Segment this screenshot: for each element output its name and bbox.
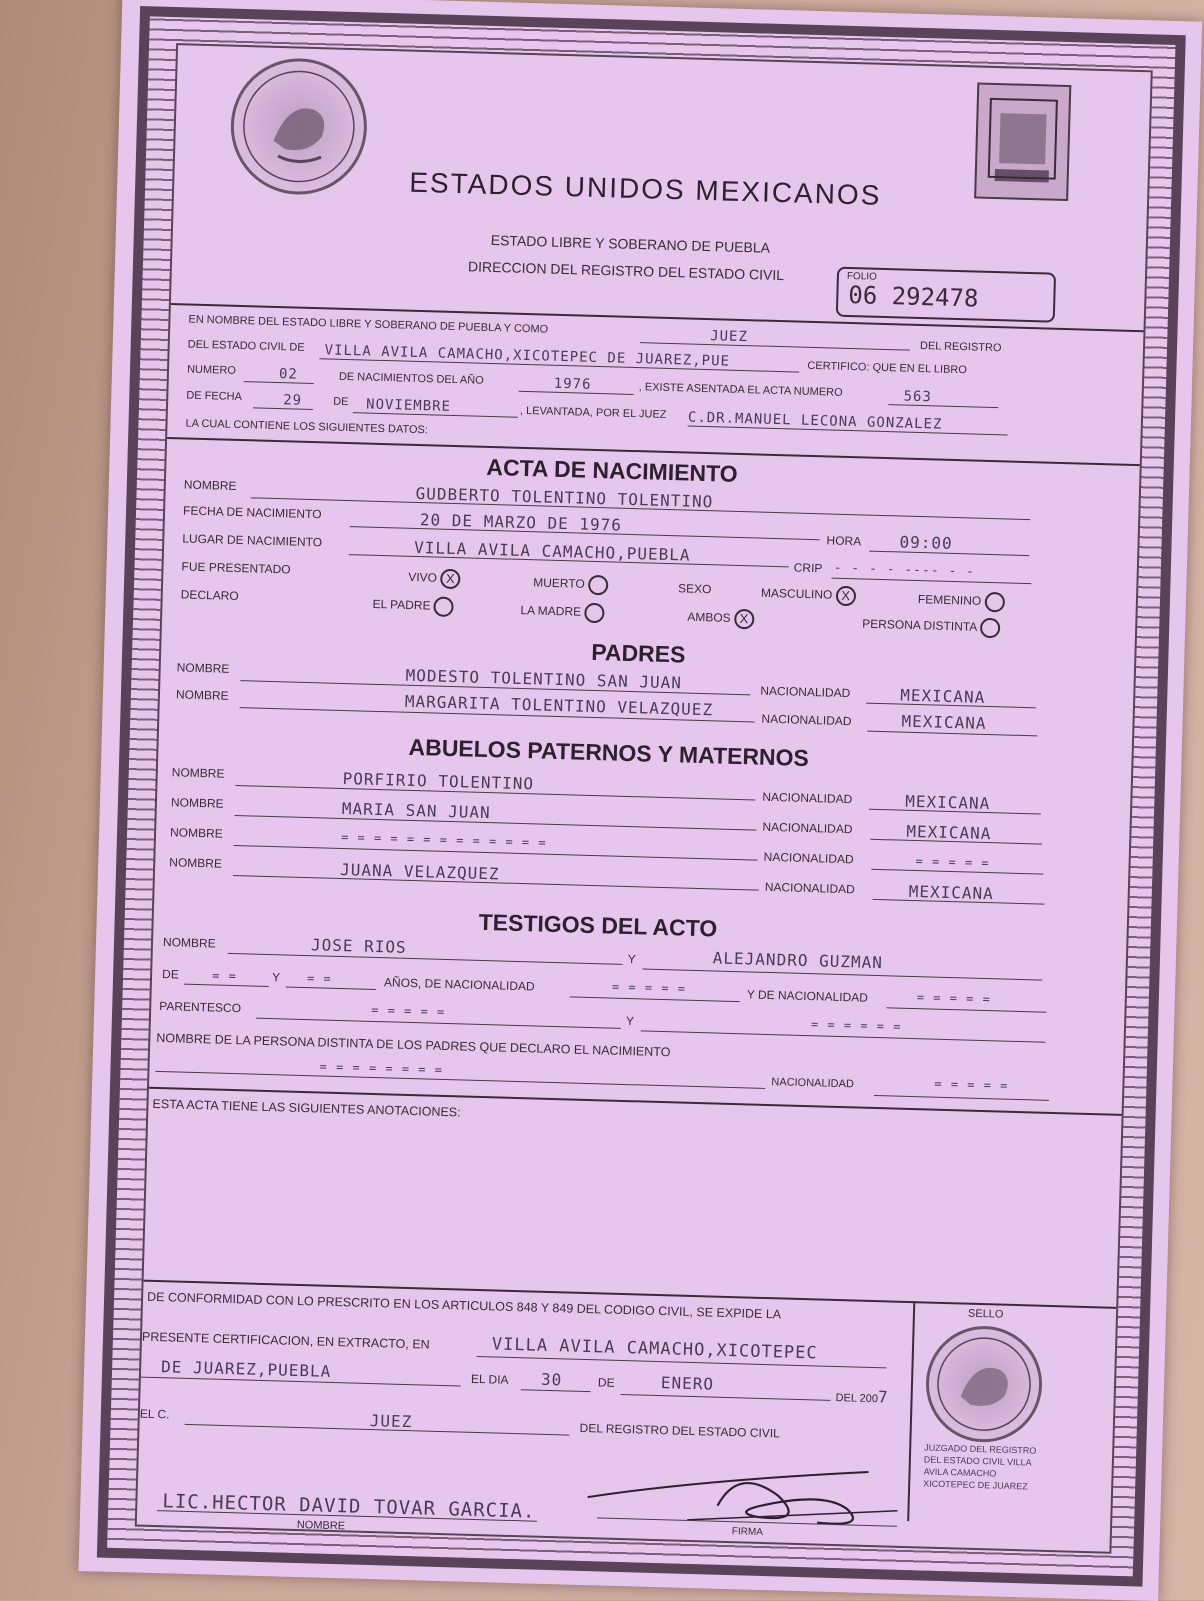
- birth-date-label: FECHA DE NACIMIENTO: [182, 503, 322, 522]
- crip-value: - - - - ---- - -: [833, 560, 976, 580]
- madre-checkbox: [584, 603, 605, 624]
- birth-time-label: HORA: [826, 533, 862, 549]
- national-seal-icon: [229, 57, 369, 197]
- grandparents-heading: ABUELOS PATERNOS Y MATERNOS: [408, 733, 810, 772]
- intro-text-1b: DEL REGISTRO: [919, 339, 1002, 355]
- ambos-checkbox: X: [734, 609, 755, 630]
- annotations-label: ESTA ACTA TIENE LAS SIGUIENTES ANOTACIONES:: [152, 1096, 461, 1120]
- grandparent-4-name: JUANA VELAZQUEZ: [339, 859, 500, 884]
- other-declarant-nationality-label: NACIONALIDAD: [771, 1076, 855, 1091]
- registry-subtitle: DIRECCION DEL REGISTRO DEL ESTADO CIVIL: [467, 258, 785, 284]
- intro-text-2b: CERTIFICO: QUE EN EL LIBRO: [807, 359, 968, 377]
- femenino-label: FEMENINO: [917, 592, 982, 608]
- judge-name: C.DR.MANUEL LECONA GONZALEZ: [687, 409, 943, 433]
- mother-nationality: MEXICANA: [901, 711, 987, 733]
- grandparent-2-name: MARIA SAN JUAN: [341, 799, 491, 823]
- father-nationality: MEXICANA: [899, 685, 986, 707]
- vivo-label: VIVO: [408, 569, 438, 585]
- registration-year: 1976: [553, 375, 592, 393]
- eagle-emblem-icon: [232, 60, 366, 194]
- other-declarant-name: = = = = = = = =: [319, 1059, 444, 1077]
- grandparent-2-label: NOMBRE: [170, 795, 224, 811]
- declarant-label: DECLARO: [180, 587, 239, 604]
- years-nationality-label: AÑOS, DE NACIONALIDAD: [383, 975, 535, 994]
- birth-time: 09:00: [899, 532, 953, 553]
- padre-label: EL PADRE: [372, 596, 431, 613]
- sex-label: SEXO: [677, 581, 712, 597]
- witnesses-heading: TESTIGOS DEL ACTO: [478, 908, 718, 942]
- option-persona-distinta: [862, 614, 1000, 638]
- mother-name: MARGARITA TOLENTINO VELAZQUEZ: [404, 691, 714, 720]
- option-ambos: [687, 608, 754, 630]
- civil-registry-label: DEL REGISTRO DEL ESTADO CIVIL: [579, 1420, 781, 1441]
- book-number: 02: [278, 366, 299, 383]
- act-day: 29: [283, 392, 303, 409]
- grandparent-2-nationality: MEXICANA: [906, 821, 992, 844]
- birth-date: 20 DE MARZO DE 1976: [419, 510, 623, 535]
- signatory-name: LIC.HECTOR DAVID TOVAR GARCIA.: [162, 1490, 536, 1523]
- folio-box: [836, 267, 1056, 323]
- option-madre: [520, 601, 605, 623]
- father-nationality-label: NACIONALIDAD: [760, 683, 851, 701]
- option-padre: [372, 595, 454, 617]
- act-month: NOVIEMBRE: [365, 396, 452, 415]
- official-label: EL C.: [139, 1406, 170, 1422]
- issue-day-label: EL DIA: [470, 1371, 509, 1387]
- folio-label: FOLIO: [846, 270, 878, 283]
- folio-number: 06 292478: [847, 280, 979, 313]
- grandparent-1-nationality-label: NACIONALIDAD: [762, 789, 853, 807]
- masculino-label: MASCULINO: [760, 585, 833, 602]
- witness-1-kinship: = = = = =: [371, 1002, 446, 1019]
- father-name: MODESTO TOLENTINO SAN JUAN: [405, 665, 683, 693]
- issue-place-1: VILLA AVILA CAMACHO,XICOTEPEC: [491, 1334, 818, 1364]
- option-masculino: [761, 584, 856, 607]
- intro-text-3b: DE NACIMIENTOS DEL AÑO: [338, 370, 484, 387]
- seal-label: SELLO: [967, 1307, 1004, 1321]
- masculino-checkbox: X: [835, 586, 856, 607]
- kinship-label: PARENTESCO: [159, 998, 242, 1016]
- registry-location: VILLA AVILA CAMACHO,XICOTEPEC DE JUAREZ,PUE: [324, 342, 731, 370]
- intro-text-4: DE FECHA: [186, 389, 243, 404]
- mother-nationality-label: NACIONALIDAD: [761, 711, 852, 729]
- other-declarant-nationality: = = = = =: [934, 1076, 1009, 1093]
- seal-stamp-text: JUZGADO DEL REGISTRO DEL ESTADO CIVIL VILLA AVILA CAMACHO XICOTEPEC DE JUAREZ: [923, 1442, 1037, 1492]
- juez-title: JUEZ: [709, 328, 749, 346]
- official-seal-icon: [924, 1325, 1043, 1444]
- witness-2-kinship: = = = = = =: [810, 1017, 902, 1034]
- witness-1-name: JOSE RIOS: [310, 935, 407, 957]
- option-muerto: [533, 573, 608, 595]
- witness-name-label: NOMBRE: [162, 935, 216, 951]
- intro-text-1: EN NOMBRE DEL ESTADO LIBRE Y SOBERANO DE PUEBLA Y COMO: [188, 313, 549, 336]
- grandparent-1-label: NOMBRE: [171, 765, 225, 781]
- intro-text-4b: DE: [333, 395, 349, 409]
- certificate-body: [135, 43, 1153, 1554]
- grandparent-3-name: = = = = = = = = = = = = =: [340, 829, 547, 850]
- issue-year: [835, 1386, 889, 1406]
- state-coat-of-arms-icon: [974, 82, 1071, 201]
- mother-name-label: NOMBRE: [175, 687, 229, 703]
- certification-text-2: PRESENTE CERTIFICACION, EN EXTRACTO, EN: [141, 1329, 430, 1352]
- grandparent-4-nationality-label: NACIONALIDAD: [764, 879, 856, 897]
- state-subtitle: ESTADO LIBRE Y SOBERANO DE PUEBLA: [490, 231, 771, 256]
- issue-place-2: DE JUAREZ,PUEBLA: [160, 1357, 332, 1381]
- signature-label: FIRMA: [731, 1526, 764, 1539]
- official-title: JUEZ: [369, 1411, 413, 1432]
- issue-year-prefix: DEL 200: [835, 1392, 879, 1406]
- intro-text-4c: , LEVANTADA, POR EL JUEZ: [519, 404, 667, 421]
- ambos-label: AMBOS: [687, 609, 731, 625]
- grandparent-3-nationality: = = = = =: [915, 854, 990, 871]
- persona-distinta-checkbox: [980, 618, 1001, 639]
- witness-and-label: Y: [627, 952, 636, 967]
- persona-distinta-label: PERSONA DISTINTA: [862, 616, 977, 634]
- birth-certificate: [78, 0, 1202, 1601]
- intro-text-3c: , EXISTE ASENTADA EL ACTA NUMERO: [638, 381, 843, 399]
- birth-place: VILLA AVILA CAMACHO,PUEBLA: [413, 537, 691, 565]
- document-title: ESTADOS UNIDOS MEXICANOS: [408, 166, 882, 211]
- issue-day: 30: [540, 1369, 563, 1390]
- father-name-label: NOMBRE: [176, 660, 230, 676]
- issue-month: ENERO: [660, 1373, 715, 1394]
- kinship-y-label: Y: [625, 1014, 635, 1029]
- grandparent-2-nationality-label: NACIONALIDAD: [762, 819, 853, 837]
- grandparent-4-label: NOMBRE: [169, 855, 223, 871]
- muerto-label: MUERTO: [533, 575, 585, 591]
- grandparent-1-name: PORFIRIO TOLENTINO: [342, 769, 535, 794]
- grandparent-1-nationality: MEXICANA: [905, 791, 991, 814]
- certification-text-1: DE CONFORMIDAD CON LO PRESCRITO EN LOS ARTICULOS 848 Y 849 DEL CODIGO CIVIL, SE EXPIDE LA: [146, 1289, 782, 1322]
- option-femenino: [918, 590, 1005, 612]
- femenino-checkbox: [984, 592, 1005, 613]
- grandparent-3-nationality-label: NACIONALIDAD: [763, 849, 854, 867]
- grandparent-4-nationality: MEXICANA: [908, 881, 995, 904]
- presented-label: FUE PRESENTADO: [181, 559, 291, 577]
- witness-2-name: ALEJANDRO GUZMAN: [712, 948, 884, 973]
- other-declarant-label: NOMBRE DE LA PERSONA DISTINTA DE LOS PADRES QUE DECLARO EL NACIMIENTO: [156, 1030, 671, 1060]
- act-number: 563: [903, 388, 933, 406]
- madre-label: LA MADRE: [520, 603, 582, 619]
- birth-act-heading: ACTA DE NACIMIENTO: [486, 453, 739, 487]
- crip-label: CRIP: [793, 560, 823, 576]
- intro-text-2: DEL ESTADO CIVIL DE: [187, 338, 305, 354]
- intro-text-5: LA CUAL CONTIENE LOS SIGUIENTES DATOS:: [185, 417, 429, 437]
- witness-1-nationality: = = = = =: [611, 979, 687, 996]
- vivo-checkbox: X: [440, 569, 461, 590]
- option-vivo: [408, 568, 461, 589]
- muerto-checkbox: [588, 575, 609, 596]
- child-name-label: NOMBRE: [183, 477, 237, 493]
- padre-checkbox: [434, 596, 455, 617]
- issue-de-label: DE: [597, 1375, 615, 1390]
- parents-heading: PADRES: [590, 638, 686, 668]
- child-name: GUDBERTO TOLENTINO TOLENTINO: [415, 483, 714, 512]
- and-nationality-label: Y DE NACIONALIDAD: [746, 987, 869, 1005]
- grandparent-3-label: NOMBRE: [169, 825, 223, 841]
- issue-year-digit: 7: [877, 1387, 889, 1407]
- witness-age-y-label: Y: [271, 970, 281, 985]
- witness-2-age: = =: [306, 971, 332, 986]
- witness-age-de-label: DE: [161, 967, 180, 982]
- signatory-name-label: NOMBRE: [296, 1519, 346, 1533]
- witness-2-nationality: = = = = =: [916, 990, 992, 1007]
- birth-place-label: LUGAR DE NACIMIENTO: [182, 531, 323, 550]
- witness-1-age: = =: [211, 968, 238, 984]
- intro-text-3: NUMERO: [186, 363, 237, 377]
